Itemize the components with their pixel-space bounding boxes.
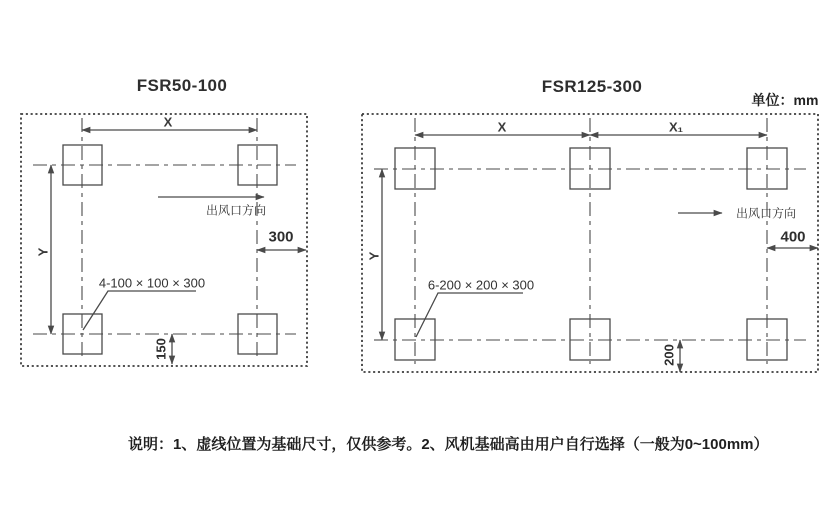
right-dim-label-x: X xyxy=(497,119,507,135)
right-dim-label-200: 200 xyxy=(661,344,677,366)
left-dim-label-x: X xyxy=(163,114,173,130)
left-diagram-linework xyxy=(21,114,307,366)
left-diagram-title: FSR50-100 xyxy=(136,76,228,95)
right-outlet-direction-label: 出风口方向 xyxy=(735,206,797,221)
drawing-note: 说明：1、虚线位置为基础尺寸，仅供参考。2、风机基础高由用户自行选择（一般为0~100mm） xyxy=(128,436,769,453)
unit-label: 单位：mm xyxy=(751,92,819,108)
right-dim-label-400: 400 xyxy=(780,228,806,246)
left-outlet-direction-label: 出风口方向 xyxy=(205,203,267,218)
left-dim-label-150: 150 xyxy=(153,338,169,360)
left-foundation-outline xyxy=(21,114,307,366)
right-diagram-linework xyxy=(362,114,818,372)
left-dim-label-300: 300 xyxy=(268,228,294,246)
right-anchor-spec-label: 6-200 × 200 × 300 xyxy=(427,277,535,293)
left-anchor-leader-line xyxy=(83,291,196,330)
left-anchor-spec-label: 4-100 × 100 × 300 xyxy=(98,275,206,291)
right-dim-label-x1: X₁ xyxy=(668,119,684,135)
right-anchor-leader-line xyxy=(416,293,523,337)
left-dim-label-y: Y xyxy=(35,247,51,257)
right-diagram-title: FSR125-300 xyxy=(541,77,643,96)
right-dim-label-y: Y xyxy=(366,251,382,261)
